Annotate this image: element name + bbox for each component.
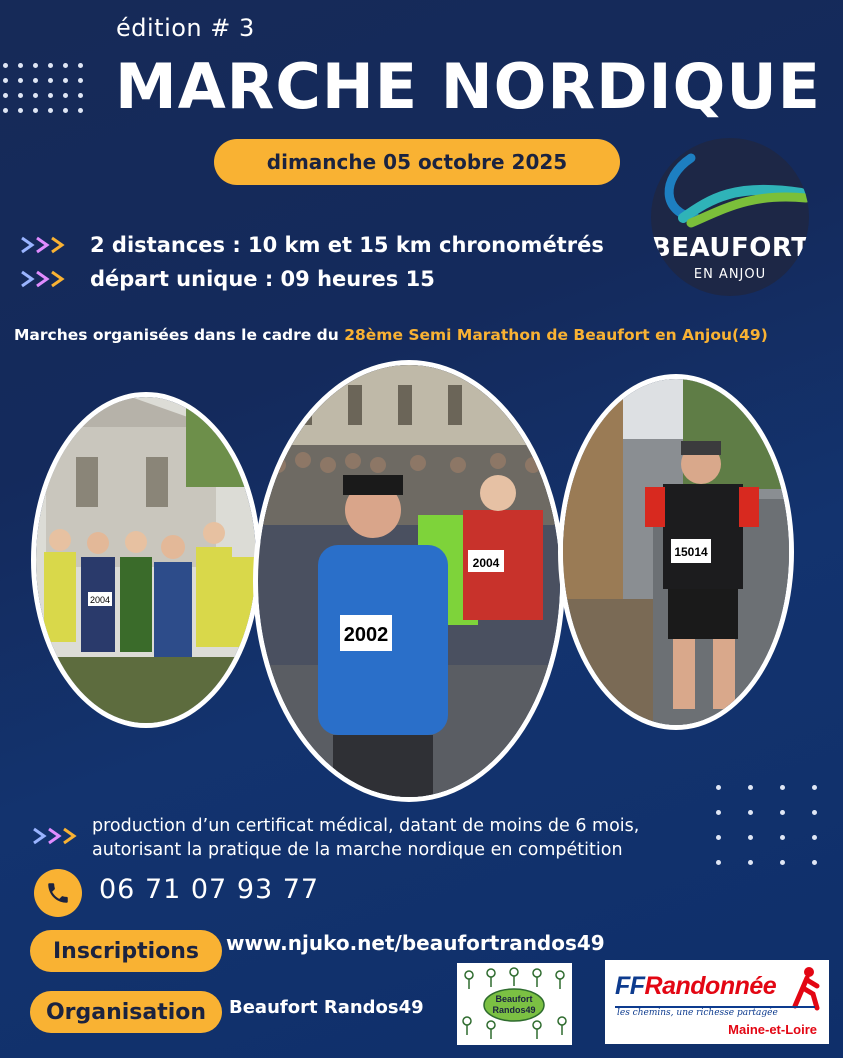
logo-name: BEAUFORT (651, 233, 809, 263)
ffr-region: Maine-et-Loire (728, 1022, 817, 1037)
context-highlight: 28ème Semi Marathon de Beaufort en Anjou(49) (344, 326, 768, 344)
bullet-distances: 2 distances : 10 km et 15 km chronométrés (90, 233, 604, 257)
photo-crowd-start (253, 360, 565, 802)
phone-number[interactable]: 06 71 07 93 77 (99, 874, 320, 905)
logo-subtitle: EN ANJOU (693, 267, 767, 282)
certificate-line-2: autorisant la pratique de la marche nordique en compétition (92, 840, 623, 860)
club-logo-line-1: Beaufort (495, 994, 533, 1004)
photo-group-walkers (31, 392, 261, 728)
inscriptions-link[interactable]: www.njuko.net/beaufortrandos49 (226, 931, 605, 955)
date-badge: dimanche 05 octobre 2025 (214, 139, 620, 185)
bib-number: 2004 (89, 595, 111, 605)
certificate-notice (92, 814, 639, 862)
ffr-ff: FF (615, 972, 645, 1000)
organisation-label: Organisation (30, 991, 222, 1033)
context-prefix: Marches organisées dans le cadre du (14, 326, 345, 344)
decorative-dot-grid (3, 63, 83, 113)
inscriptions-label: Inscriptions (30, 930, 222, 972)
bib-number: 2002 (343, 624, 389, 646)
bib-number: 2004 (472, 556, 500, 570)
organisation-name: Beaufort Randos49 (229, 997, 424, 1018)
beaufort-randos49-logo (457, 963, 572, 1045)
bullet-start-time: départ unique : 09 heures 15 (90, 267, 435, 291)
photo-runner-street (558, 374, 794, 730)
triple-chevron-arrow-icon (20, 269, 76, 289)
beaufort-en-anjou-logo (651, 138, 809, 296)
edition-label: édition # 3 (116, 14, 255, 42)
decorative-dot-grid (716, 785, 843, 865)
club-logo-line-2: Randos49 (492, 1005, 536, 1015)
triple-chevron-arrow-icon (20, 235, 76, 255)
context-line (14, 326, 768, 344)
ffr-tagline: les chemins, une richesse partagée (617, 1008, 778, 1018)
ffr-randonnee: Randonnée (644, 972, 777, 1000)
page-title: MARCHE NORDIQUE (115, 50, 822, 123)
triple-chevron-arrow-icon (32, 826, 88, 846)
bib-number: 15014 (674, 545, 708, 559)
phone-icon (34, 869, 82, 917)
certificate-line-1: production d’un certificat médical, datant de moins de 6 mois, (92, 816, 640, 836)
ffrandonnee-logo (605, 960, 829, 1044)
